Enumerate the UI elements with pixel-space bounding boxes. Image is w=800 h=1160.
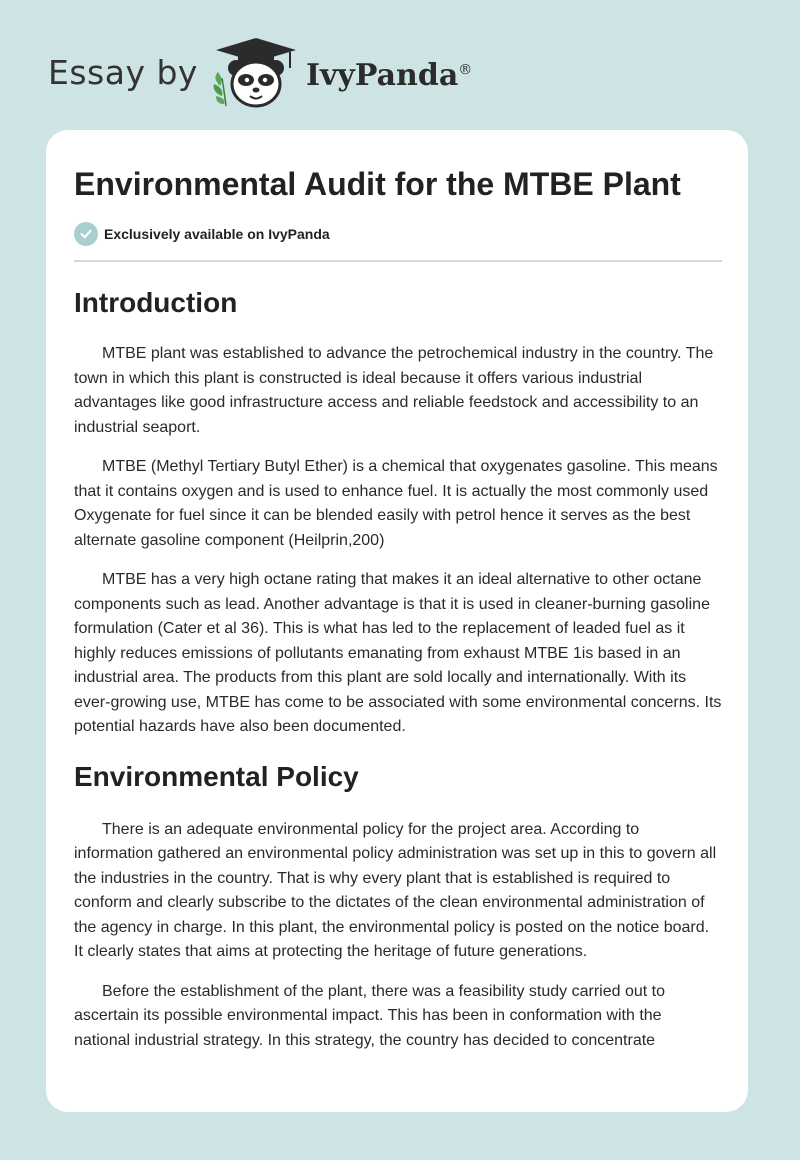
paragraph: Before the establishment of the plant, there was a feasibility study carried out to ascertain its possible environmental impact. This has been in conformation with the national industrial strategy. In this strategy, the country has decided to concentrate — [74, 982, 665, 1049]
paragraph: There is an adequate environmental policy for the project area. According to information gathered an environmental policy administration was set up in this to govern all the industries in the country. That is why every plant that is established is required to conform and clearly subscribe to the dictates of the clean environmental administration of the agency in charge. In this plant, the environmental policy is posted on the notice board. It clearly states that aims at protecting the heritage of future generations. — [74, 820, 717, 960]
site-header — [48, 34, 528, 110]
paragraph: MTBE has a very high octane rating that makes it an ideal alternative to other octane components such as lead. Another advantage is that it is used in cleaner-burning gasoline formulation (Cater et al 36). This is what has led to the replacement of leaded fuel as it highly reduces emissions of pollutants emanating from exhaust MTBE 1is based in an industrial area. The products from this plant are sold locally and internationally. With its ever-growing use, MTBE has come to be associated with some environmental concerns. Its potential hazards have also been documented. — [74, 571, 722, 735]
section-heading-environmental-policy: Environmental Policy — [74, 760, 359, 792]
brand-text: IvyPanda — [305, 57, 459, 93]
brand-name[interactable] — [306, 58, 472, 93]
section-heading-introduction: Introduction — [74, 287, 238, 318]
article-title: Environmental Audit for the MTBE Plant — [74, 166, 681, 202]
paragraph: MTBE plant was established to advance the petrochemical industry in the country. The town in which this plant is constructed is ideal because it offers various industrial advantages like good infrastructure access and reliable feedstock and accessibility to an industrial seaport. — [74, 345, 714, 436]
article-card — [46, 130, 748, 1112]
paragraph: MTBE (Methyl Tertiary Butyl Ether) is a chemical that oxygenates gasoline. This means that it contains oxygen and is used to enhance fuel. It is actually the most commonly used Oxygenate for fuel since it can be blended easily with petrol hence it serves as the best alternate gasoline component (Heilprin,200) — [74, 458, 718, 549]
registered-mark: ® — [458, 61, 473, 78]
essay-by-label: Essay by — [48, 52, 198, 92]
check-icon — [74, 222, 98, 246]
divider — [74, 260, 722, 262]
exclusive-badge — [74, 222, 722, 246]
panda-logo-icon[interactable] — [210, 34, 302, 110]
badge-text: Exclusively available on IvyPanda — [104, 226, 330, 242]
